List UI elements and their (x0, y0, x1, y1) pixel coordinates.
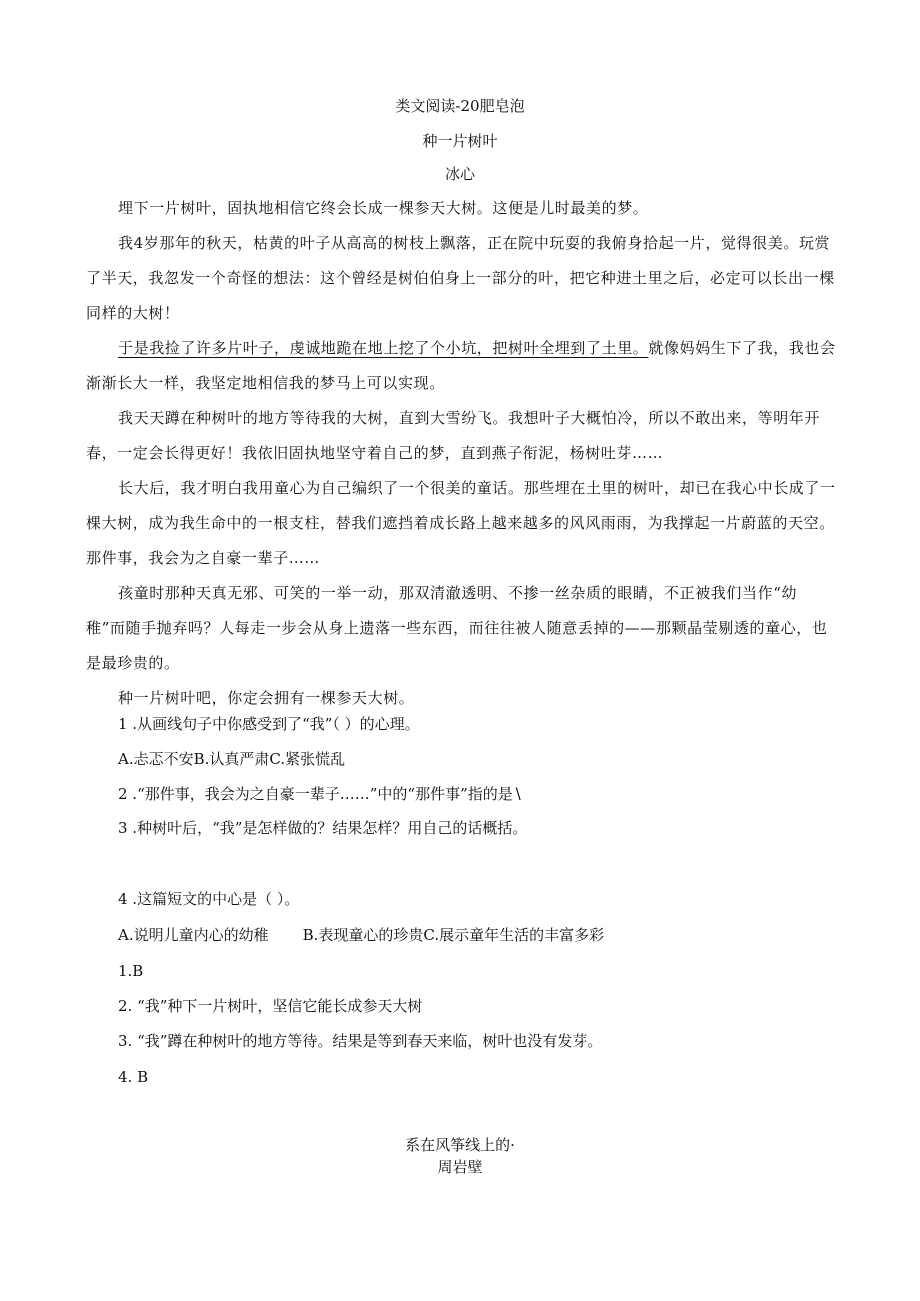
article-title: 种一片树叶 (422, 132, 498, 150)
question-4: 4 .这篇短文的中心是（ ）。 (118, 890, 300, 908)
paragraph-3 (86, 331, 836, 401)
question-4-options (118, 925, 604, 945)
underlined-sentence: 于是我捡了许多片叶子，虔诚地跪在地上挖了个小坑，把树叶全埋到了土里。 (118, 339, 649, 357)
article-body (86, 191, 836, 716)
paragraph-4: 我天天蹲在种树叶的地方等待我的大树，直到大雪纷飞。我想叶子大概怕冷，所以不敢出来，等明年开春，一定会长得更好！我依旧固执地坚守着自己的梦，直到燕子衔泥，杨树吐芽…… (86, 409, 821, 462)
answer-3: 3. “我”蹲在种树叶的地方等待。结果是等到春天来临，树叶也没有发芽。 (118, 1032, 603, 1050)
question-1: 1 .从画线句子中你感受到了“我”（ ）的心理。 (118, 715, 420, 733)
paragraph-2: 我4岁那年的秋天，枯黄的叶子从高高的树枝上飘落，正在院中玩耍的我俯身拾起一片，觉得很美。玩赏了半天，我忽发一个奇怪的想法：这个曾经是树伯伯身上一部分的叶，把它种进土里之后，必定可以长出一棵同样的大树！ (86, 234, 835, 322)
next-article-author: 周岩壁 (437, 1158, 483, 1176)
question-4-option-a: A.说明儿童内心的幼稚 (118, 926, 269, 944)
answer-4: 4. B (118, 1068, 149, 1086)
paragraph-1: 埋下一片树叶，固执地相信它终会长成一棵参天大树。这便是儿时最美的梦。 (118, 199, 649, 217)
question-1-options: A.忐忑不安B.认真严肃C.紧张慌乱 (118, 750, 346, 768)
question-4-option-bc: B.表现童心的珍贵C.展示童年生活的丰富多彩 (302, 926, 605, 944)
answer-1: 1.B (118, 962, 144, 980)
question-3: 3 .种树叶后，“我”是怎样做的？结果怎样？用自己的话概括。 (118, 819, 528, 837)
page-header: 类文阅读-20肥皂泡 (395, 97, 525, 115)
paragraph-3-rest: 就像妈妈生下了我，我也会渐渐长大一样，我坚定地相信我的梦马上可以实现。 (86, 339, 836, 392)
answer-2: 2. “我”种下一片树叶，坚信它能长成参天大树 (118, 997, 423, 1015)
next-article-title: 系在风筝线上的· (405, 1136, 515, 1154)
paragraph-6: 孩童时那种天真无邪、可笑的一举一动，那双清澈透明、不掺一丝杂质的眼睛，不正被我们当作“幼稚”而随手抛弃吗？人每走一步会从身上遗落一些东西，而往往被人随意丢掉的——那颗晶莹剔透的童心，也是最珍贵的。 (86, 584, 828, 672)
question-2: 2 .“那件事，我会为之自豪一辈子……”中的“那件事”指的是∖ (118, 785, 523, 803)
article-author: 冰心 (444, 165, 475, 183)
paragraph-5: 长大后，我才明白我用童心为自己编织了一个很美的童话。那些埋在土里的树叶，却已在我心中长成了一棵大树，成为我生命中的一根支柱，替我们遮挡着成长路上越来越多的风风雨雨，为我撑起一片蔚蓝的天空。那件事，我会为之自豪一辈子…… (86, 479, 836, 567)
paragraph-7: 种一片树叶吧，你定会拥有一棵参天大树。 (118, 689, 415, 707)
